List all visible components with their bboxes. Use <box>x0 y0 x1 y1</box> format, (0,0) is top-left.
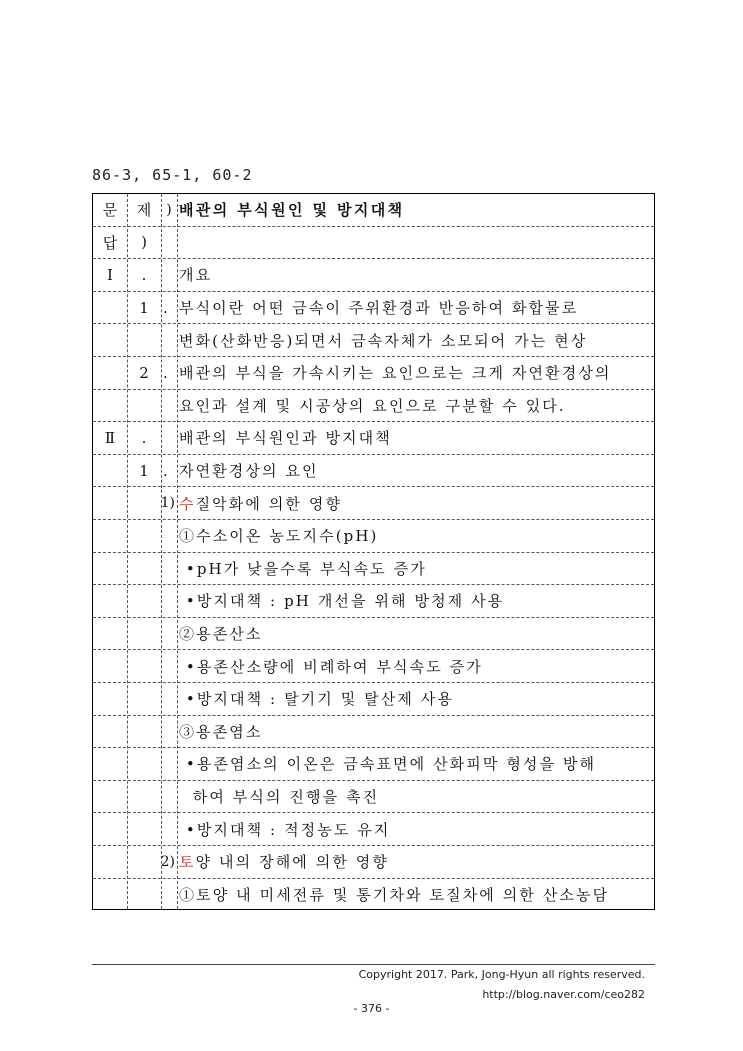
row-text-content: 요인과 설계 및 시공상의 요인으로 구분할 수 있다. <box>179 396 566 415</box>
item-number: 2 <box>139 363 149 382</box>
row-text <box>179 813 390 845</box>
row-text <box>179 357 612 389</box>
content-row <box>93 259 654 292</box>
page-number: - 376 - <box>353 1002 390 1015</box>
item-number: . <box>141 428 147 447</box>
subitem-number: 1) <box>160 495 175 512</box>
row-text <box>179 422 392 454</box>
row-text <box>179 324 587 356</box>
row-text-content: 자연환경상의 요인 <box>179 462 319 481</box>
question-row <box>93 194 654 227</box>
item-dot: . <box>163 461 168 480</box>
row-text-content: •방지대책 : 탈기기 및 탈산제 사용 <box>179 690 454 709</box>
row-text <box>179 585 504 617</box>
content-row <box>93 846 654 879</box>
row-text-content: •방지대책 : pH 개선을 위해 방청제 사용 <box>179 592 505 611</box>
row-text <box>179 846 389 878</box>
item-number: 1 <box>139 461 149 480</box>
content-row <box>93 781 654 814</box>
content-row <box>93 422 654 455</box>
section-numeral: Ⅱ <box>104 428 116 447</box>
row-text-content: ①수소이온 농도지수(pH) <box>179 527 379 546</box>
copyright-text: Copyright 2017. Park, Jong-Hyun all rights reserved. <box>358 968 645 981</box>
question-title: 배관의 부식원인 및 방지대책 <box>179 201 405 220</box>
row-text <box>179 683 454 715</box>
content-row <box>93 618 654 651</box>
row-text-content: 부식이란 어떤 금속이 주위환경과 반응하여 화합물로 <box>179 299 579 318</box>
content-row <box>93 650 654 683</box>
row-text-content: ③용존염소 <box>179 722 263 741</box>
content-row <box>93 748 654 781</box>
row-text-content: •방지대책 : 적정농도 유지 <box>179 820 391 839</box>
item-number: . <box>141 265 147 284</box>
footer-divider <box>92 964 655 965</box>
answer-label: 답 <box>102 233 118 252</box>
row-text-content: 질악화에 의한 영향 <box>195 494 343 513</box>
content-row <box>93 813 654 846</box>
content-row <box>93 683 654 716</box>
content-row <box>93 520 654 553</box>
content-row <box>93 879 654 912</box>
row-text-content: 배관의 부식을 가속시키는 요인으로는 크게 자연환경상의 <box>179 364 612 383</box>
row-text-content: •용존염소의 이온은 금속표면에 산화피막 형성을 방해 <box>179 755 597 774</box>
content-row <box>93 716 654 749</box>
row-text <box>179 259 212 291</box>
row-text-content: ①토양 내 미세전류 및 통기차와 토질차에 의한 산소농담 <box>179 886 610 905</box>
question-label: 문 <box>102 201 118 220</box>
row-text-content: •용존산소량에 비례하여 부식속도 증가 <box>179 657 483 676</box>
answer-row <box>93 227 654 260</box>
content-row <box>93 292 654 325</box>
highlight-char: 수 <box>179 494 196 513</box>
item-dot: . <box>163 363 168 382</box>
row-text-content: 배관의 부식원인과 방지대책 <box>179 429 392 448</box>
row-text-content: ②용존산소 <box>179 625 263 644</box>
row-text <box>179 553 427 585</box>
question-paren: ) <box>166 201 172 218</box>
row-text <box>179 650 483 682</box>
answer-paren: ) <box>141 233 147 252</box>
content-row <box>93 553 654 586</box>
answer-sheet-table <box>92 193 655 910</box>
item-number: 1 <box>139 298 149 317</box>
question-label-2: 제 <box>136 201 152 220</box>
row-text <box>179 879 609 912</box>
content-row <box>93 390 654 423</box>
row-text-content: 양 내의 장해에 의한 영향 <box>195 853 389 872</box>
row-text <box>179 748 596 780</box>
content-row <box>93 455 654 488</box>
item-dot: . <box>163 298 168 317</box>
row-text <box>179 292 578 324</box>
section-numeral: Ⅰ <box>107 265 113 284</box>
content-row <box>93 487 654 520</box>
blog-url: http://blog.naver.com/ceo282 <box>482 988 645 1001</box>
row-text <box>179 618 262 650</box>
row-text-content: 개요 <box>179 266 213 285</box>
content-row <box>93 324 654 357</box>
row-text <box>179 716 262 748</box>
row-text <box>179 487 342 519</box>
reference-numbers: 86-3, 65-1, 60-2 <box>92 166 253 184</box>
row-text-content: •pH가 낮을수록 부식속도 증가 <box>179 559 427 578</box>
content-row <box>93 585 654 618</box>
row-text <box>179 781 379 813</box>
row-text-content: 변화(산화반응)되면서 금속자체가 소모되어 가는 현상 <box>179 331 588 350</box>
row-text-content: 하여 부식의 진행을 촉진 <box>179 788 380 807</box>
highlight-char: 토 <box>179 853 196 872</box>
row-text <box>179 520 378 552</box>
row-text <box>179 455 319 487</box>
row-text <box>179 390 566 422</box>
content-row <box>93 357 654 390</box>
subitem-number: 2) <box>160 853 175 870</box>
